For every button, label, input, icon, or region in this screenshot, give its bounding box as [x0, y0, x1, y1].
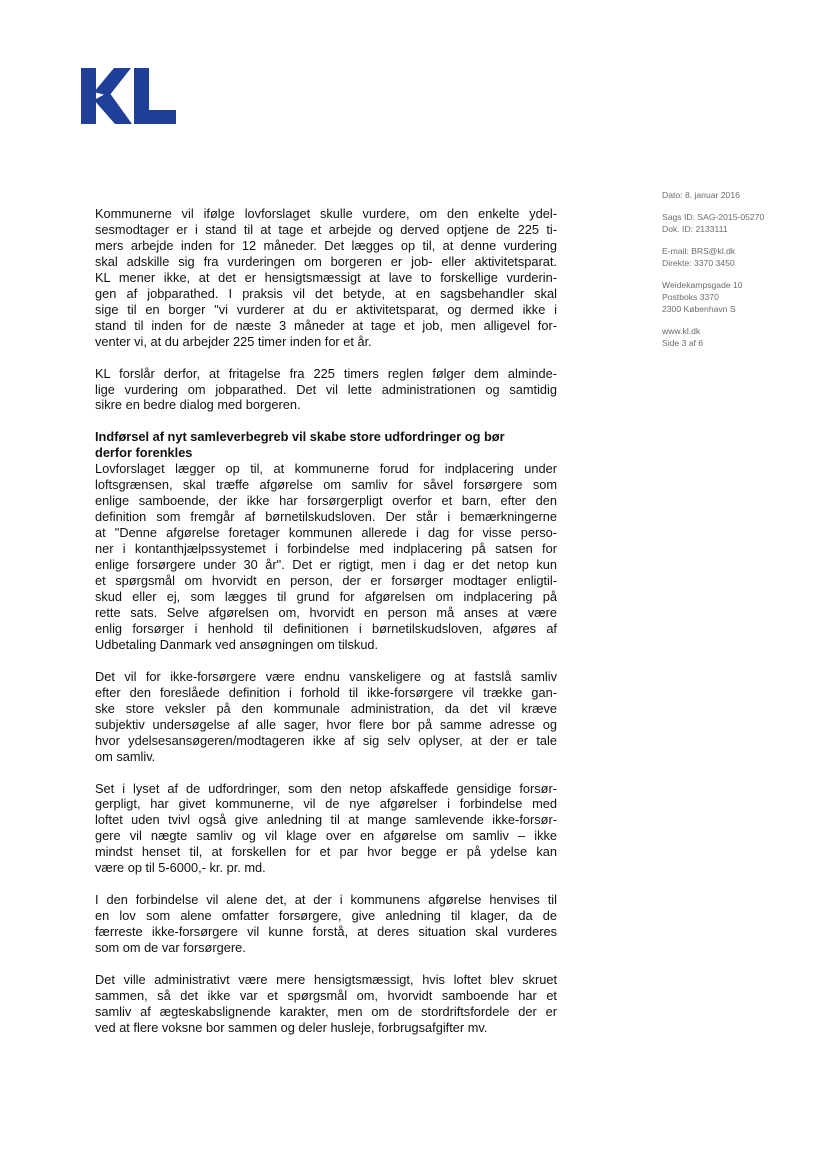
text-line: stand til inden for de næste 3 måneder at tage et job, men alligevel for- [95, 317, 557, 333]
text-line: KL forslår derfor, at fritagelse fra 225 timers reglen følger dem alminde- [95, 365, 557, 381]
text-line: et spørgsmål om hvorvidt en person, der er forsørger modtager enligtil- [95, 573, 557, 589]
text-line: Udbetaling Danmark ved ansøgningen om tilskud. [95, 636, 379, 652]
text-line: KL mener ikke, at det er hensigtsmæssigt at lave to forskellige vurderin- [95, 269, 557, 285]
text-line: ner i kontanthjælpssystemet i forbindelse med indplacering på satsen for [95, 541, 557, 557]
document-metadata [662, 189, 822, 359]
doc-id-value: 2133111 [695, 224, 728, 234]
case-id-value: SAG-2015-05270 [697, 212, 765, 222]
page-number: Side 3 af 6 [662, 338, 704, 348]
text-line: loftet uden tvivl også give anledning til at mange samlevende ikke-forsør- [95, 812, 557, 828]
text-line: sammen, så det ikke var et spørgsmål om, hvorvidt samboende har et [95, 987, 557, 1003]
text-line: mindst henset til, at forskellen for et par hvor begge er på ydelse kan [95, 844, 557, 860]
heading-line: Indførsel af nyt samleverbegreb vil skabe store udfordringer og bør [95, 429, 505, 445]
text-line: subjektiv undersøgelse af alle sager, hvor flere bor på samme adresse og [95, 716, 557, 732]
text-line: definition som fremgår af børnetilskudsloven. Der står i bemærkningerne [95, 509, 557, 525]
heading-line: derfor forenkles [95, 445, 193, 461]
date-row [662, 189, 822, 201]
text-line: være op til 5-6000,- kr. pr. md. [95, 860, 266, 876]
text-line: gerpligt, har givet kommunerne, vil de nye afgørelser i forbindelse med [95, 796, 557, 812]
text-line: enlig forsørger i henhold til definitionen i børnetilskudsloven, afgøres af [95, 620, 557, 636]
website: www.kl.dk [662, 326, 701, 336]
text-line: sesmodtager er i stand til at tage et arbejde og derved optjene de 225 ti- [95, 221, 557, 237]
text-line: om samliv. [95, 748, 156, 764]
text-line: sikre en bedre dialog med borgeren. [95, 397, 301, 413]
address-line: Weidekampsgade 10 [662, 280, 743, 290]
text-line: I den forbindelse vil alene det, at der i kommunens afgørelse henvises til [95, 892, 557, 908]
case-id-row [662, 211, 822, 223]
text-line: efter den foreslåede definition i forhold til ikke-forsørgere vil trække gan- [95, 684, 557, 700]
date-value: 8. januar 2016 [684, 190, 740, 200]
text-line: Set i lyset af de udfordringer, som den netop afskaffede gensidige forsør- [95, 780, 557, 796]
text-line: venter vi, at du arbejder 225 timer inden for et år. [95, 333, 372, 349]
email-value: BRS@kl.dk [691, 246, 736, 256]
text-line: gen af jobparathed. I praksis vil det betyde, at en sagsbehandler skal [95, 285, 557, 301]
text-line: gere vil nægte samliv og vil klage over en afgørelse om samliv – ikke [95, 828, 557, 844]
text-line: lige vurdering om jobparathed. Det vil lette administrationen og samtidig [95, 381, 557, 397]
text-line: skud eller ej, som lægges til grund for afgørelsen om indplacering på [95, 588, 557, 604]
paragraph [95, 461, 557, 652]
paragraph [95, 366, 557, 414]
text-line: som om de var forsørgere. [95, 940, 246, 956]
text-line: en lov som alene omfatter forsørgere, give anledning til klager, da de [95, 908, 557, 924]
text-line: samliv af ægteskabslignende karakter, men om de stordriftsfordele der er [95, 1003, 557, 1019]
case-id-label: Sags ID: [662, 212, 695, 222]
paragraph [95, 972, 557, 1036]
doc-id-label: Dok. ID: [662, 224, 694, 234]
text-line: enlige forsørgere under 30 år". Det er rigtigt, men i dag er det netop kun [95, 557, 557, 573]
address-line: Postboks 3370 [662, 292, 719, 302]
email-label: E-mail: [662, 246, 689, 256]
text-line: Kommunerne vil ifølge lovforslaget skulle vurdere, om den enkelte ydel- [95, 206, 557, 221]
paragraph [95, 781, 557, 877]
phone-label: Direkte: [662, 258, 692, 268]
text-line: loftsgrænsen, skal træffe afgørelse om samliv for såvel forsørgere som [95, 477, 557, 493]
text-line: sige til en borger "vi vurderer at du er aktivitetsparat, og dermed ikke i [95, 301, 557, 317]
text-line: mers arbejde inden for 12 måneder. Det lægges op til, at denne vurdering [95, 237, 557, 253]
text-line: ske store veksler på den kommunale administration, da det vil kræve [95, 700, 557, 716]
phone-value: 3370 3450 [694, 258, 735, 268]
paragraph [95, 669, 557, 765]
text-line: skal adskille sig fra vurderingen om borgeren er job- eller aktivitetsparat. [95, 253, 557, 269]
text-line: Det ville administrativt være mere hensigtsmæssigt, hvis loftet blev skruet [95, 972, 557, 988]
address-line: 2300 København S [662, 304, 736, 314]
section-heading [95, 429, 557, 461]
email-row [662, 245, 822, 257]
date-label: Dato: [662, 190, 683, 200]
text-line: Lovforslaget lægger op til, at kommunerne forud for indplacering under [95, 461, 557, 477]
text-line: enlige samboende, der ikke har forsørgerpligt overfor et barn, efter den [95, 493, 557, 509]
text-line: Det vil for ikke-forsørgere være endnu vanskeligere og at fastslå samliv [95, 668, 557, 684]
kl-logo [81, 68, 176, 124]
letter-body [95, 206, 557, 1052]
phone-row [662, 257, 822, 269]
text-line: at "Denne afgørelse foretager kommunen allerede i dag for visse perso- [95, 525, 557, 541]
text-line: færreste ikke-forsørgere vil kunne forstå, at deres situation skal vurderes [95, 924, 557, 940]
paragraph [95, 892, 557, 956]
text-line: hvor ydelsesansøgeren/modtageren ikke af sig selv oplyser, at der er tale [95, 732, 557, 748]
paragraph [95, 206, 557, 350]
text-line: rette sats. Selve afgørelsen om, hvorvidt en person må anses at være [95, 604, 557, 620]
text-line: ved at flere voksne bor sammen og deler husleje, forbrugsafgifter mv. [95, 1019, 488, 1035]
doc-id-row [662, 223, 822, 235]
